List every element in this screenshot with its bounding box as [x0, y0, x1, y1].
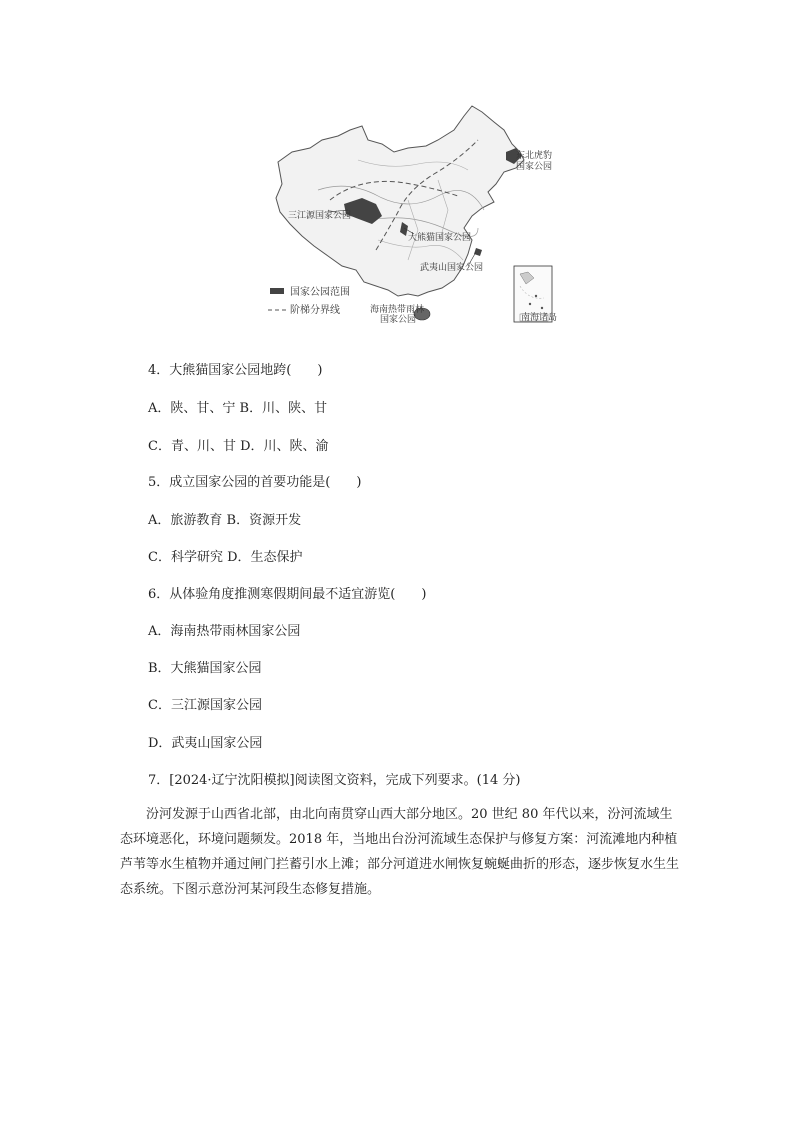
q7-paragraph: 汾河发源于山西省北部，由北向南贯穿山西大部分地区。20 世纪 80 年代以来，汾河流域生态环境恶化，环境问题频发。2018 年，当地出台汾河流域生态保护与修复方案：河流滩地内种植芦苇等水生植物并通过闸门拦蓄引水上滩；部分河道进水闸恢复蜿蜒曲折的形态，逐步恢复水生生态系统。下图示意汾河某河段生态修复措施。	[120, 807, 680, 897]
china-outline	[276, 106, 524, 296]
label-hainan-line2: 国家公园	[380, 315, 417, 325]
q6-stem: 6．从体验角度推测寒假期间最不适宜游览( )	[148, 587, 427, 602]
label-sanjiangyuan: 三江源国家公园	[288, 211, 352, 221]
legend-park-swatch	[270, 288, 284, 294]
q4-stem: 4．大熊猫国家公园地跨( )	[148, 363, 323, 378]
china-national-parks-map	[258, 100, 558, 330]
q7-stem: 7．[2024·辽宁沈阳模拟]阅读图文资料，完成下列要求。(14 分)	[148, 773, 521, 788]
q4-options-ab: A．陕、甘、宁 B．川、陕、甘	[148, 401, 328, 416]
q4-options-cd: C．青、川、甘 D．川、陕、渝	[148, 439, 329, 454]
q7-passage	[120, 802, 680, 902]
label-hainan-line1: 海南热带雨林	[370, 305, 425, 315]
park-wuyishan	[474, 248, 482, 256]
q5-options-cd: C．科学研究 D．生态保护	[148, 550, 303, 565]
q6-option-a: A．海南热带雨林国家公园	[148, 624, 301, 639]
legend-ladder-boundary: 阶梯分界线	[290, 305, 340, 316]
q6-option-d: D．武夷山国家公园	[148, 736, 263, 751]
q5-stem: 5．成立国家公园的首要功能是( )	[148, 475, 362, 490]
label-wuyishan: 武夷山国家公园	[420, 263, 484, 273]
legend-park-range: 国家公园范围	[290, 287, 350, 298]
label-inset: 南海诸岛	[521, 313, 558, 323]
label-northeast-line2: 国家公园	[516, 162, 553, 172]
q6-option-c: C．三江源国家公园	[148, 698, 262, 713]
label-panda: 大熊猫国家公园	[408, 233, 472, 243]
q6-option-b: B．大熊猫国家公园	[148, 661, 262, 676]
label-northeast-line1: 东北虎豹	[516, 151, 553, 161]
q5-options-ab: A．旅游教育 B．资源开发	[148, 513, 302, 528]
